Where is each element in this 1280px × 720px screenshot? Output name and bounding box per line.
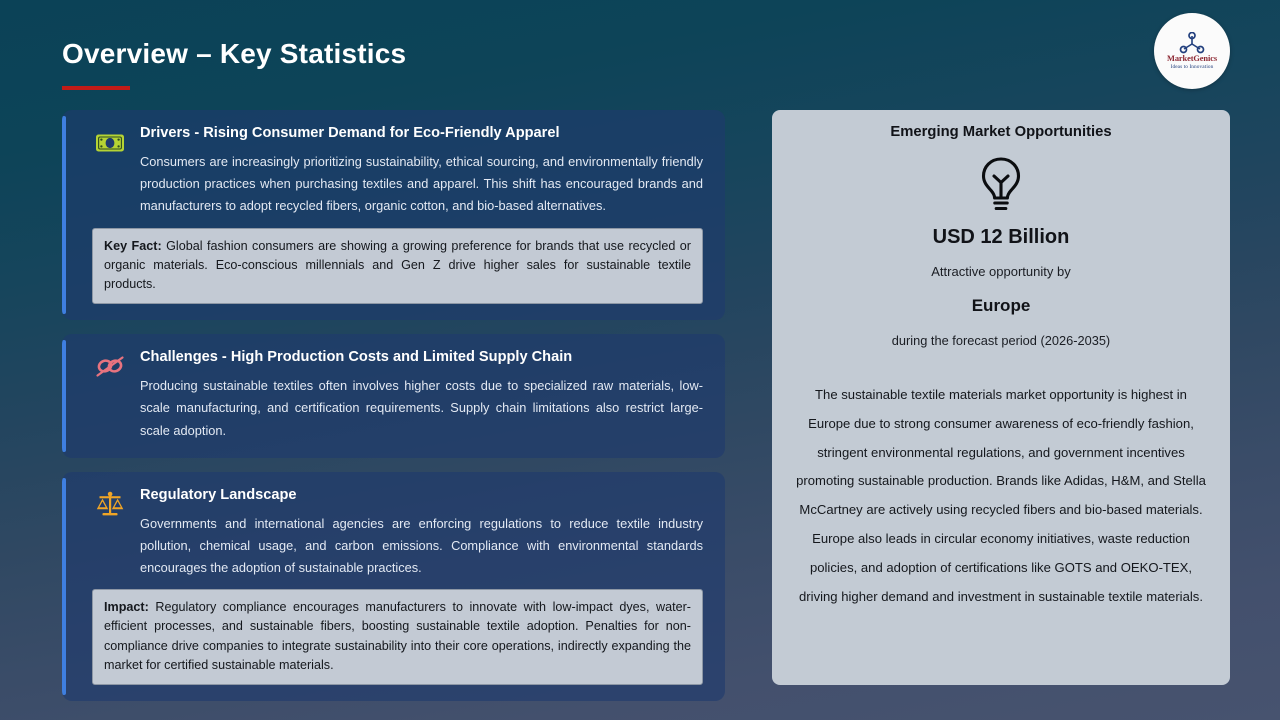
card-challenges (62, 334, 725, 458)
card-title: Regulatory Landscape (140, 486, 297, 503)
page-title: Overview – Key Statistics (62, 38, 407, 69)
callout-key-fact (92, 228, 703, 304)
callout-impact (92, 589, 703, 685)
opportunity-forecast-period: during the forecast period (2026-2035) (891, 333, 1111, 348)
emerging-market-opportunities-panel (772, 110, 1230, 685)
card-description: Governments and international agencies are enforcing regulations to reduce textile industry pollution, chemical usage, and carbon emissions. Compliance with environmental standards encourages the adoption of sustainable practices. (140, 515, 703, 576)
callout-label: Key Fact: (104, 238, 162, 253)
panel-title: Emerging Market Opportunities (890, 124, 1112, 140)
card-title: Challenges - High Production Costs and Limited Supply Chain (140, 349, 573, 366)
balance-scales-icon (92, 488, 128, 522)
banknote-icon (92, 126, 128, 160)
opportunity-subtitle: Attractive opportunity by (931, 264, 1071, 279)
card-title: Drivers - Rising Consumer Demand for Eco-Friendly Apparel (140, 125, 560, 141)
brand-logo (1154, 13, 1230, 89)
broken-chain-link-icon (92, 350, 128, 384)
network-nodes-icon (1179, 32, 1205, 54)
callout-text: Regulatory compliance encourages manufacturers to innovate with low-impact dyes, water-efficient processes, and sustainable fibers, boosting sustainable textile adoption. Penalties for non-compliance drive companies to integrate sustainability into their core operations, indirectly expanding the market for certified sustainable materials. (104, 600, 691, 672)
logo-brand-name: MarketGenics (1167, 53, 1217, 63)
card-description: Producing sustainable textiles often involves higher costs due to specialized raw materials, low-scale manufacturing, and certification requirements. Supply chain limitations also restrict large-scale adoption. (140, 378, 703, 438)
callout-text: Global fashion consumers are showing a growing preference for brands that use recycled or organic materials. Eco-conscious millennials and Gen Z drive higher sales for sustainable textile products. (104, 238, 691, 291)
logo-tagline: Ideas to Innovation (1170, 64, 1214, 71)
callout-label: Impact: (104, 600, 149, 615)
opportunity-region: Europe (971, 296, 1031, 315)
card-drivers (62, 110, 725, 320)
title-underline-rule (62, 86, 130, 90)
key-statistics-card-list (62, 110, 725, 715)
card-regulatory-landscape (62, 472, 725, 701)
opportunity-description: The sustainable textile materials market opportunity is highest in Europe due to strong consumer awareness of eco-friendly fashion, stringent environmental regulations, and government incentives promoting sustainable production. Brands like Adidas, H&M, and Stella McCartney are actively using recycled fibers and bio-based materials. Europe also leads in circular economy initiatives, waste reduction policies, and adoption of certifications like GOTS and OEKO-TEX, driving higher demand and investment in sustainable textile materials. (796, 387, 1206, 604)
card-description: Consumers are increasingly prioritizing sustainability, ethical sourcing, and environmentally friendly production practices when purchasing textiles and apparel. This shift has encouraged brands and manufacturers to adopt recycled fibers, organic cotton, and bio-based alternatives. (140, 154, 703, 214)
opportunity-value: USD 12 Billion (932, 226, 1070, 248)
lightbulb-icon (792, 154, 1210, 216)
